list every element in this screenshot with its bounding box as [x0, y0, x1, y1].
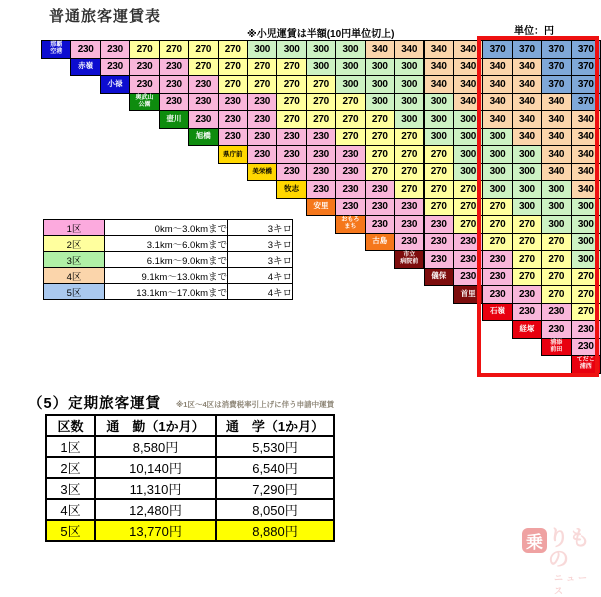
fare-cell: 270: [541, 233, 571, 252]
fare-cell: 300: [365, 58, 395, 77]
fare-cell: 270: [306, 75, 336, 94]
zone-distance-range: 9.1km～13.0kmまで: [105, 268, 228, 284]
zone-km: 4キロ: [228, 284, 293, 300]
fare-cell: 340: [541, 128, 571, 147]
fare-cell: 340: [424, 75, 454, 94]
fare-cell: 300: [424, 110, 454, 129]
fare-cell: 230: [129, 75, 159, 94]
fare-cell: 230: [306, 180, 336, 199]
fare-cell: 230: [247, 93, 277, 112]
commuter-zone: 5区: [46, 520, 95, 541]
zone-legend-row: [44, 252, 293, 268]
commuter-header-2: 通 学（1か月）: [216, 415, 334, 436]
zone-distance-range: 3.1km～6.0kmまで: [105, 236, 228, 252]
zone-distance-range: 0km～3.0kmまで: [105, 220, 228, 236]
zone-km: 3キロ: [228, 252, 293, 268]
fare-cell: 230: [365, 215, 395, 234]
child-fare-note: ※小児運賃は半額(10円単位切上): [247, 29, 395, 40]
fare-cell: 270: [276, 93, 306, 112]
fare-cell: 300: [453, 128, 483, 147]
commuter-commute-fare: 11,310円: [95, 478, 216, 499]
watermark-subtext: ニュース: [554, 573, 591, 596]
fare-cell: 230: [218, 93, 248, 112]
fare-cell: 270: [218, 40, 248, 59]
fare-cell: 270: [247, 58, 277, 77]
zone-label: 3区: [44, 252, 105, 268]
fare-cell: 340: [453, 58, 483, 77]
fare-cell: 340: [571, 163, 601, 182]
fare-cell: 270: [512, 268, 542, 287]
fare-cell: 230: [335, 163, 365, 182]
commuter-row: [46, 499, 334, 520]
fare-cell: 230: [306, 163, 336, 182]
station-cell-15: 首里: [453, 285, 483, 304]
zone-km: 3キロ: [228, 236, 293, 252]
fare-cell: 270: [365, 145, 395, 164]
fare-cell: 270: [424, 163, 454, 182]
fare-cell: 300: [247, 40, 277, 59]
fare-cell: 230: [453, 233, 483, 252]
fare-cell: 230: [70, 40, 100, 59]
commuter-section-title: （5）定期旅客運賃: [28, 396, 162, 412]
fare-cell: 300: [335, 58, 365, 77]
commuter-commute-fare: 8,580円: [95, 436, 216, 457]
fare-cell: 270: [335, 128, 365, 147]
fare-cell: 340: [482, 58, 512, 77]
fare-cell: 270: [424, 198, 454, 217]
commuter-school-fare: 7,290円: [216, 478, 334, 499]
fare-cell: 270: [188, 40, 218, 59]
fare-cell: 370: [571, 40, 601, 59]
fare-cell: 270: [129, 40, 159, 59]
fare-cell: 340: [571, 110, 601, 129]
station-cell-4: 奥武山 公園: [129, 93, 159, 112]
fare-cell: 230: [188, 110, 218, 129]
fare-cell: 270: [276, 110, 306, 129]
fare-cell: 340: [453, 93, 483, 112]
commuter-row: [46, 520, 334, 541]
fare-cell: 270: [159, 40, 189, 59]
fare-cell: 230: [306, 145, 336, 164]
station-cell-18: 浦添 前田: [541, 338, 571, 357]
zone-distance-range: 6.1km～9.0kmまで: [105, 252, 228, 268]
station-cell-3: 小禄: [100, 75, 130, 94]
fare-cell: 300: [482, 180, 512, 199]
zone-label: 5区: [44, 284, 105, 300]
fare-cell: 270: [482, 233, 512, 252]
zone-legend-row: [44, 284, 293, 300]
fare-cell: 370: [571, 75, 601, 94]
fare-cell: 300: [541, 215, 571, 234]
commuter-body: [46, 436, 334, 541]
commuter-school-fare: 8,880円: [216, 520, 334, 541]
fare-cell: 230: [335, 180, 365, 199]
fare-cell: 230: [512, 285, 542, 304]
fare-cell: 300: [541, 180, 571, 199]
commuter-school-fare: 8,050円: [216, 499, 334, 520]
fare-cell: 270: [571, 303, 601, 322]
fare-cell: 230: [188, 93, 218, 112]
fare-cell: 340: [512, 58, 542, 77]
zone-distance-range: 13.1km～17.0kmまで: [105, 284, 228, 300]
fare-cell: 300: [482, 128, 512, 147]
commuter-header-1: 通 勤（1か月）: [95, 415, 216, 436]
fare-cell: 300: [424, 128, 454, 147]
fare-cell: 270: [247, 75, 277, 94]
fare-cell: 340: [365, 40, 395, 59]
commuter-school-fare: 6,540円: [216, 457, 334, 478]
fare-cell: 340: [512, 128, 542, 147]
fare-cell: 270: [365, 110, 395, 129]
station-cell-13: 市立 病院前: [394, 250, 424, 269]
commuter-zone: 3区: [46, 478, 95, 499]
watermark-seal-icon: 乗: [522, 528, 547, 553]
fare-cell: 230: [541, 320, 571, 339]
fare-cell: 300: [276, 40, 306, 59]
fare-cell: 270: [541, 285, 571, 304]
fare-cell: 270: [365, 163, 395, 182]
fare-cell: 300: [571, 233, 601, 252]
fare-cell: 300: [335, 75, 365, 94]
station-cell-6: 旭橋: [188, 128, 218, 147]
fare-cell: 230: [512, 303, 542, 322]
commuter-row: [46, 436, 334, 457]
fare-cell: 300: [394, 58, 424, 77]
fare-cell: 270: [512, 215, 542, 234]
commuter-row: [46, 457, 334, 478]
fare-cell: 270: [365, 128, 395, 147]
fare-cell: 270: [424, 180, 454, 199]
fare-cell: 370: [482, 40, 512, 59]
fare-cell: 300: [512, 180, 542, 199]
fare-cell: 230: [247, 145, 277, 164]
unit-label: 単位：円: [514, 26, 554, 37]
fare-cell: 270: [394, 180, 424, 199]
fare-cell: 370: [571, 58, 601, 77]
zone-label: 4区: [44, 268, 105, 284]
fare-cell: 230: [482, 285, 512, 304]
zone-legend-row: [44, 268, 293, 284]
fare-cell: 230: [482, 250, 512, 269]
fare-cell: 230: [365, 198, 395, 217]
fare-cell: 230: [276, 145, 306, 164]
zone-km: 3キロ: [228, 220, 293, 236]
fare-cell: 230: [394, 215, 424, 234]
station-cell-7: 県庁前: [218, 145, 248, 164]
station-cell-10: 安里: [306, 198, 336, 217]
fare-cell: 230: [100, 40, 130, 59]
fare-cell: 270: [541, 250, 571, 269]
fare-cell: 230: [541, 303, 571, 322]
station-cell-9: 牧志: [276, 180, 306, 199]
fare-cell: 300: [365, 75, 395, 94]
fare-cell: 230: [571, 338, 601, 357]
fare-cell: 340: [482, 110, 512, 129]
fare-cell: 230: [306, 128, 336, 147]
fare-cell: 300: [394, 75, 424, 94]
fare-cell: 300: [512, 198, 542, 217]
fare-cell: 340: [512, 75, 542, 94]
fare-cell: 230: [218, 110, 248, 129]
commuter-header-row: [46, 415, 334, 436]
fare-cell: 230: [276, 163, 306, 182]
fare-cell: 300: [335, 40, 365, 59]
fare-cell: 270: [453, 180, 483, 199]
zone-legend-row: [44, 236, 293, 252]
fare-cell: 340: [424, 58, 454, 77]
fare-cell: 300: [512, 145, 542, 164]
fare-cell: 340: [541, 93, 571, 112]
fare-cell: 300: [541, 198, 571, 217]
page-title: 普通旅客運賃表: [49, 8, 162, 25]
commuter-zone: 4区: [46, 499, 95, 520]
station-cell-11: おもろ まち: [335, 215, 365, 234]
fare-cell: 300: [394, 93, 424, 112]
fare-cell: 340: [512, 93, 542, 112]
watermark-text: りもの: [548, 527, 590, 571]
fare-cell: 340: [482, 75, 512, 94]
fare-cell: 270: [424, 145, 454, 164]
zone-legend-body: [44, 220, 293, 300]
fare-cell: 230: [129, 58, 159, 77]
station-cell-14: 儀保: [424, 268, 454, 287]
fare-cell: 300: [571, 250, 601, 269]
fare-cell: 340: [424, 40, 454, 59]
fare-cell: 300: [571, 215, 601, 234]
fare-cell: 300: [453, 163, 483, 182]
fare-matrix: [41, 40, 600, 373]
norimono-news-watermark: [522, 528, 600, 597]
fare-cell: 230: [424, 215, 454, 234]
commuter-header-0: 区数: [46, 415, 95, 436]
fare-cell: 270: [218, 58, 248, 77]
fare-cell: 230: [276, 128, 306, 147]
fare-cell: 270: [335, 93, 365, 112]
station-cell-12: 古島: [365, 233, 395, 252]
fare-cell: 230: [247, 128, 277, 147]
commuter-commute-fare: 13,770円: [95, 520, 216, 541]
fare-cell: 370: [541, 58, 571, 77]
fare-cell: 270: [335, 110, 365, 129]
zone-km: 4キロ: [228, 268, 293, 284]
fare-cell: 230: [571, 320, 601, 339]
fare-cell: 230: [394, 198, 424, 217]
fare-cell: 270: [276, 58, 306, 77]
fare-cell: 340: [571, 180, 601, 199]
commuter-row: [46, 478, 334, 499]
fare-cell: 230: [394, 233, 424, 252]
fare-cell: 340: [541, 145, 571, 164]
fare-cell: 230: [159, 93, 189, 112]
zone-label: 1区: [44, 220, 105, 236]
station-cell-2: 赤嶺: [70, 58, 100, 77]
fare-cell: 300: [482, 145, 512, 164]
fare-cell: 300: [512, 163, 542, 182]
fare-cell: 230: [159, 75, 189, 94]
fare-cell: 270: [541, 268, 571, 287]
station-cell-5: 壺川: [159, 110, 189, 129]
fare-cell: 270: [482, 198, 512, 217]
fare-cell: 300: [453, 110, 483, 129]
fare-cell: 340: [453, 75, 483, 94]
fare-cell: 230: [365, 180, 395, 199]
fare-cell: 340: [571, 145, 601, 164]
fare-cell: 230: [335, 145, 365, 164]
fare-cell: 270: [571, 268, 601, 287]
fare-cell: 270: [482, 215, 512, 234]
fare-cell: 370: [571, 93, 601, 112]
fare-cell: 230: [335, 198, 365, 217]
fare-cell: 300: [453, 145, 483, 164]
fare-cell: 300: [306, 58, 336, 77]
fare-cell: 230: [424, 233, 454, 252]
fare-cell: 370: [541, 40, 571, 59]
fare-cell: 340: [482, 93, 512, 112]
fare-cell: 270: [512, 233, 542, 252]
fare-cell: 270: [306, 93, 336, 112]
fare-cell: 230: [453, 268, 483, 287]
commuter-school-fare: 5,530円: [216, 436, 334, 457]
commuter-zone: 2区: [46, 457, 95, 478]
fare-cell: 300: [394, 110, 424, 129]
fare-cell: 300: [365, 93, 395, 112]
station-cell-16: 石嶺: [482, 303, 512, 322]
fare-cell: 230: [424, 250, 454, 269]
station-cell-1: 那覇 空港: [41, 40, 71, 59]
fare-cell: 270: [512, 250, 542, 269]
fare-cell: 270: [306, 110, 336, 129]
fare-cell: 270: [394, 163, 424, 182]
fare-cell: 370: [541, 75, 571, 94]
fare-cell: 340: [453, 40, 483, 59]
zone-label: 2区: [44, 236, 105, 252]
fare-cell: 270: [188, 58, 218, 77]
zone-legend-row: [44, 220, 293, 236]
zone-legend-table: [43, 219, 293, 300]
commuter-commute-fare: 12,480円: [95, 499, 216, 520]
fare-cell: 270: [218, 75, 248, 94]
fare-cell: 270: [394, 128, 424, 147]
fare-cell: 270: [394, 145, 424, 164]
fare-cell: 370: [512, 40, 542, 59]
fare-cell: 340: [512, 110, 542, 129]
fare-cell: 300: [571, 198, 601, 217]
commuter-zone: 1区: [46, 436, 95, 457]
fare-cell: 230: [100, 58, 130, 77]
fare-cell: 300: [482, 163, 512, 182]
fare-cell: 270: [276, 75, 306, 94]
fare-cell: 340: [571, 128, 601, 147]
fare-cell: 230: [188, 75, 218, 94]
fare-cell: 230: [159, 58, 189, 77]
station-cell-17: 経塚: [512, 320, 542, 339]
fare-cell: 230: [453, 250, 483, 269]
fare-cell: 230: [247, 110, 277, 129]
commuter-note: ※1区～4区は消費税率引上げに伴う申請中運賃: [176, 400, 335, 409]
fare-cell: 270: [453, 198, 483, 217]
fare-cell: 270: [571, 285, 601, 304]
fare-cell: 230: [218, 128, 248, 147]
fare-cell: 340: [541, 163, 571, 182]
commuter-fare-table: [45, 414, 335, 542]
commuter-commute-fare: 10,140円: [95, 457, 216, 478]
fare-cell: 340: [541, 110, 571, 129]
fare-cell: 230: [482, 268, 512, 287]
station-cell-8: 美栄橋: [247, 163, 277, 182]
fare-cell: 300: [306, 40, 336, 59]
fare-cell: 270: [453, 215, 483, 234]
fare-cell: 340: [394, 40, 424, 59]
fare-cell: 300: [424, 93, 454, 112]
station-cell-19: てだこ 浦西: [571, 355, 601, 374]
